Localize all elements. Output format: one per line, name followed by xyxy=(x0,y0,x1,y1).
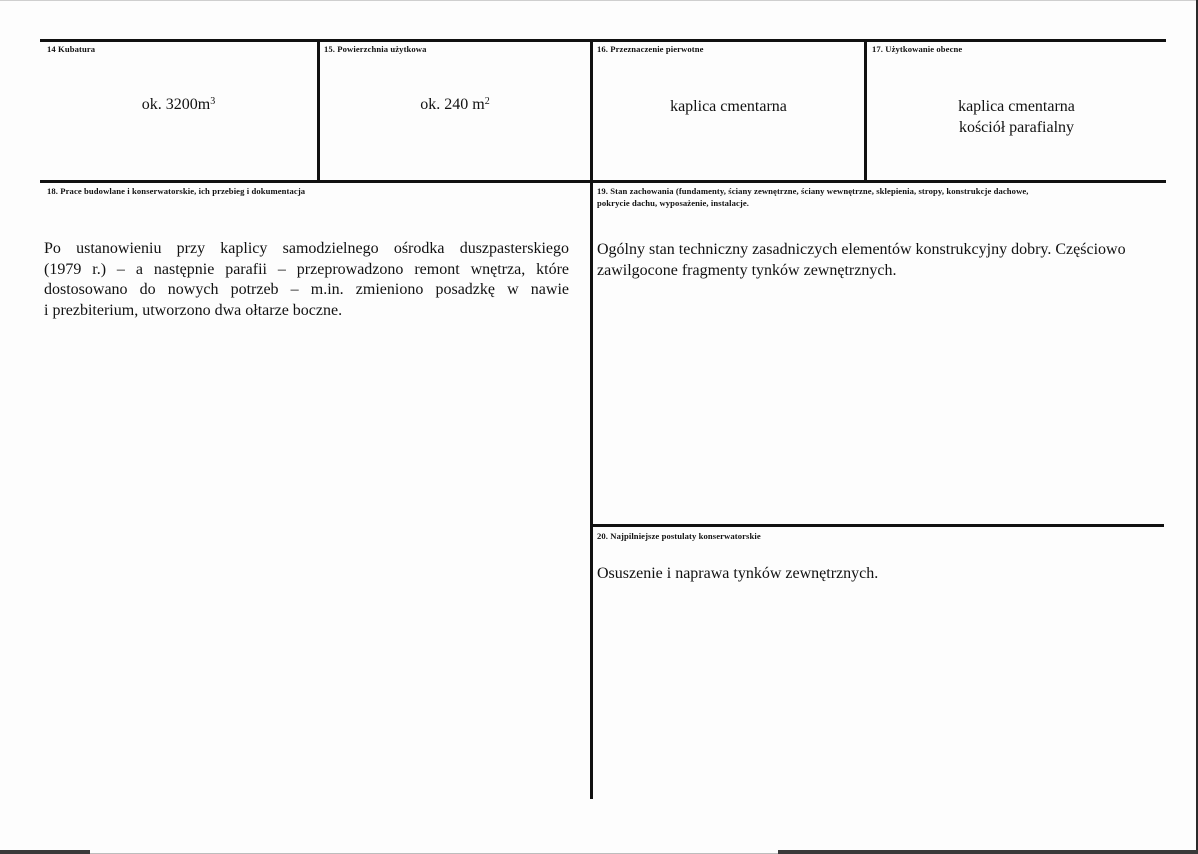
value-line: kościół parafialny xyxy=(958,119,1075,136)
field-value xyxy=(320,94,590,115)
kubatura-unit-exponent: 3 xyxy=(210,96,216,107)
field-body: Osuszenie i naprawa tynków zewnętrznych. xyxy=(597,565,879,582)
scan-edge-top xyxy=(0,0,1198,1)
powierzchnia-value: ok. 240 m xyxy=(420,96,485,113)
body-line: i prezbiterium, utworzono dwa ołtarze boczne. xyxy=(44,301,343,319)
form-top-rule xyxy=(40,39,1166,42)
body-line: (1979 r.) – a następnie parafii – przeprowadzono remont wnętrza, które xyxy=(44,260,569,278)
field-value xyxy=(867,96,1166,138)
field-body xyxy=(597,240,1162,281)
body-line: Po ustanowieniu przy kaplicy samodzielnego ośrodka duszpasterskiego xyxy=(44,240,569,257)
field-value xyxy=(40,94,317,115)
kubatura-value: ok. 3200m xyxy=(141,96,211,113)
field-value: kaplica cmentarna xyxy=(670,98,787,115)
field-label: 16. Przeznaczenie pierwotne xyxy=(597,44,704,54)
row-divider-rule xyxy=(40,180,1166,183)
field-label: 14 Kubatura xyxy=(47,44,96,54)
value-line: kaplica cmentarna xyxy=(958,98,1075,115)
field-label: 18. Prace budowlane i konserwatorskie, ich przebieg i dokumentacja xyxy=(47,186,306,196)
divider-2-3 xyxy=(590,39,593,799)
powierzchnia-unit-exponent: 2 xyxy=(484,96,490,107)
postulaty-top-rule xyxy=(591,524,1164,527)
body-line: Ogólny stan techniczny zasadniczych elementów konstrukcyjny dobry. Częściowo xyxy=(597,241,1126,258)
field-label: 19. Stan zachowania (fundamenty, ściany zewnętrzne, ściany wewnętrzne, sklepienia, stropy, konstrukcje dachowe, xyxy=(597,186,1029,196)
scan-edge-bottom-right xyxy=(778,850,1198,854)
field-body xyxy=(44,239,569,321)
field-label: pokrycie dachu, wyposażenie, instalacje. xyxy=(597,198,749,208)
field-label: 17. Użytkowanie obecne xyxy=(872,44,963,54)
scan-edge-bottom-left xyxy=(0,850,90,854)
field-label: 20. Najpilniejsze postulaty konserwatorskie xyxy=(597,531,761,541)
body-line: dostosowano do nowych potrzeb – m.in. zmieniono posadzkę w nawie xyxy=(44,281,569,298)
body-line: zawilgocone fragmenty tynków zewnętrznych. xyxy=(597,261,897,279)
field-label: 15. Powierzchnia użytkowa xyxy=(324,44,427,54)
